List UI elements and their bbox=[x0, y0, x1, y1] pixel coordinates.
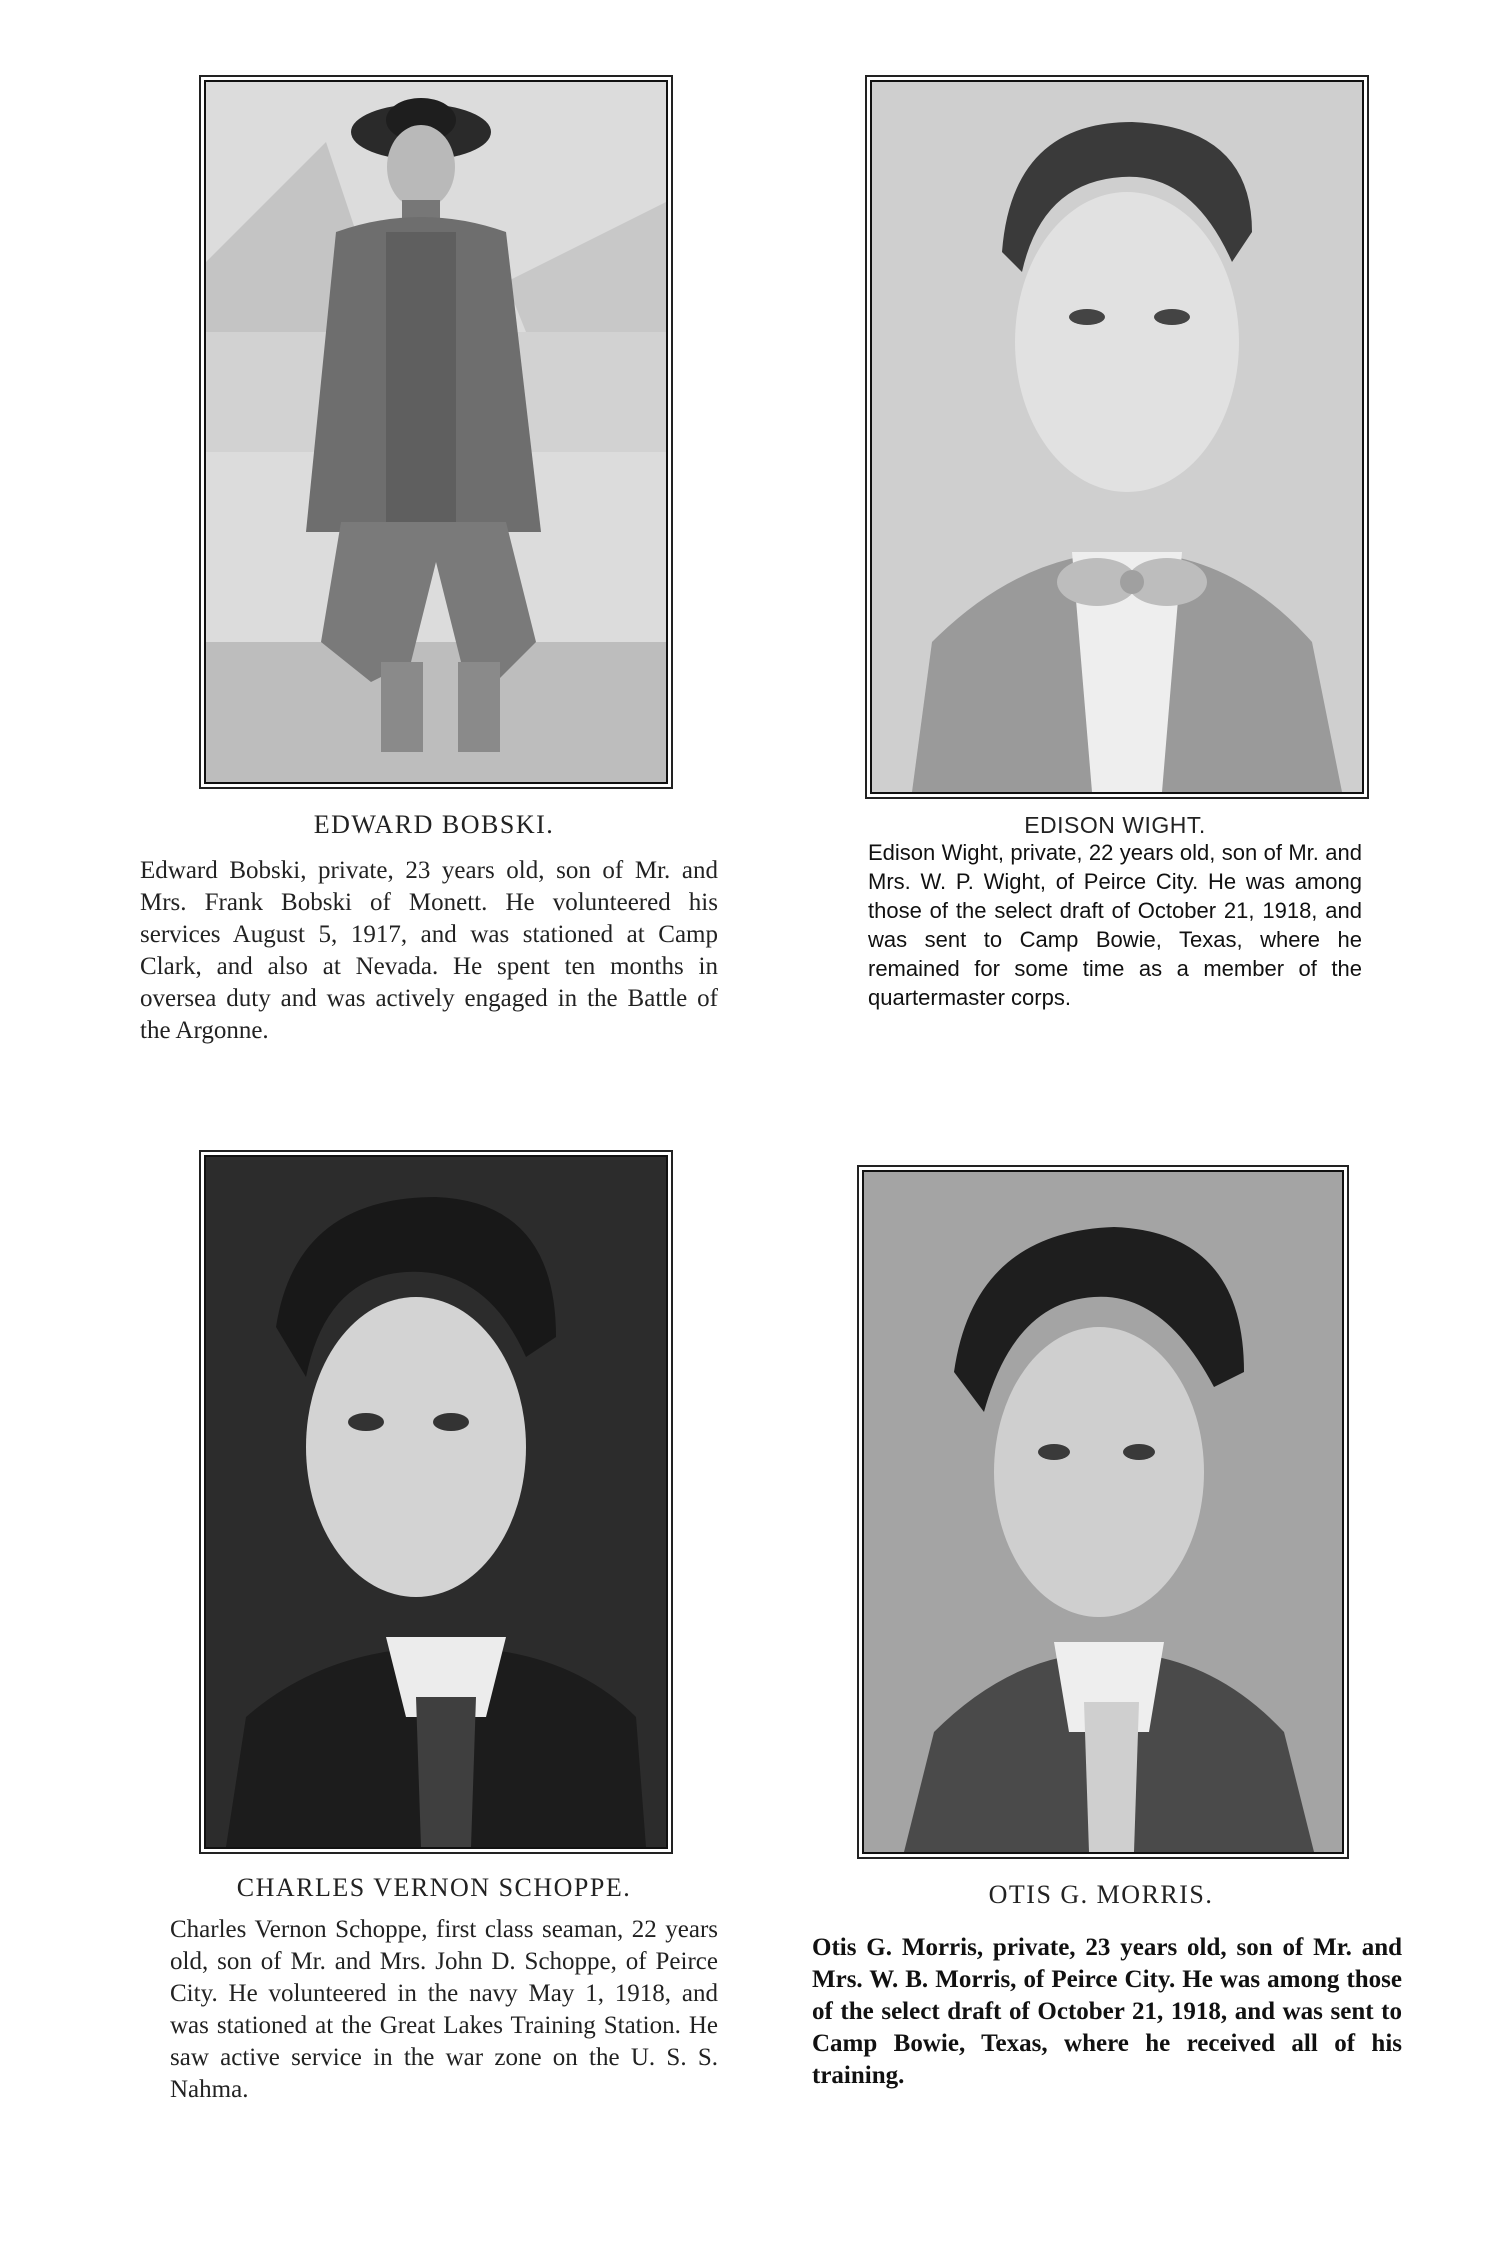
soldier-portrait-icon bbox=[206, 82, 666, 782]
portrait-photo-charles-vernon-schoppe bbox=[204, 1155, 668, 1849]
entry-name: OTIS G. MORRIS. bbox=[988, 1880, 1214, 1909]
portrait-photo-edward-bobski bbox=[204, 80, 668, 784]
young-man-portrait-icon bbox=[206, 1157, 666, 1847]
portrait-photo-otis-g-morris bbox=[862, 1170, 1344, 1854]
entry-name: EDWARD BOBSKI. bbox=[313, 810, 555, 839]
young-man-portrait-icon bbox=[872, 82, 1362, 792]
entry-biography: Otis G. Morris, private, 23 years old, son of Mr. and Mrs. W. B. Morris, of Peirce City. He was among those of the select draft of October 21, 1918, and was sent to Camp Bowie, Texas, where he received all of his training. bbox=[812, 1934, 1402, 2089]
portrait-photo-edison-wight bbox=[870, 80, 1364, 794]
entry-name: EDISON WIGHT. bbox=[1024, 812, 1206, 838]
entry-biography: Edison Wight, private, 22 years old, son of Mr. and Mrs. W. P. Wight, of Peirce City. He was among those of the select draft of October 21, 1918, and was sent to Camp Bowie, Texas, where he remained for some time as a member of the quartermaster corps. bbox=[868, 840, 1362, 1010]
young-man-portrait-icon bbox=[864, 1172, 1342, 1852]
entry-biography: Edward Bobski, private, 23 years old, son of Mr. and Mrs. Frank Bobski of Monett. He volunteered his services August 5, 1917, and was stationed at Camp Clark, and also at Nevada. He spent ten months in oversea duty and was actively engaged in the Battle of the Argonne. bbox=[140, 857, 718, 1044]
entry-name: CHARLES VERNON SCHOPPE. bbox=[236, 1873, 632, 1902]
entry-biography: Charles Vernon Schoppe, first class seaman, 22 years old, son of Mr. and Mrs. John D. Schoppe, of Peirce City. He volunteered in the navy May 1, 1918, and was stationed at the Great Lakes Training Station. He saw active service in the war zone on the U. S. S. Nahma. bbox=[170, 1916, 718, 2103]
